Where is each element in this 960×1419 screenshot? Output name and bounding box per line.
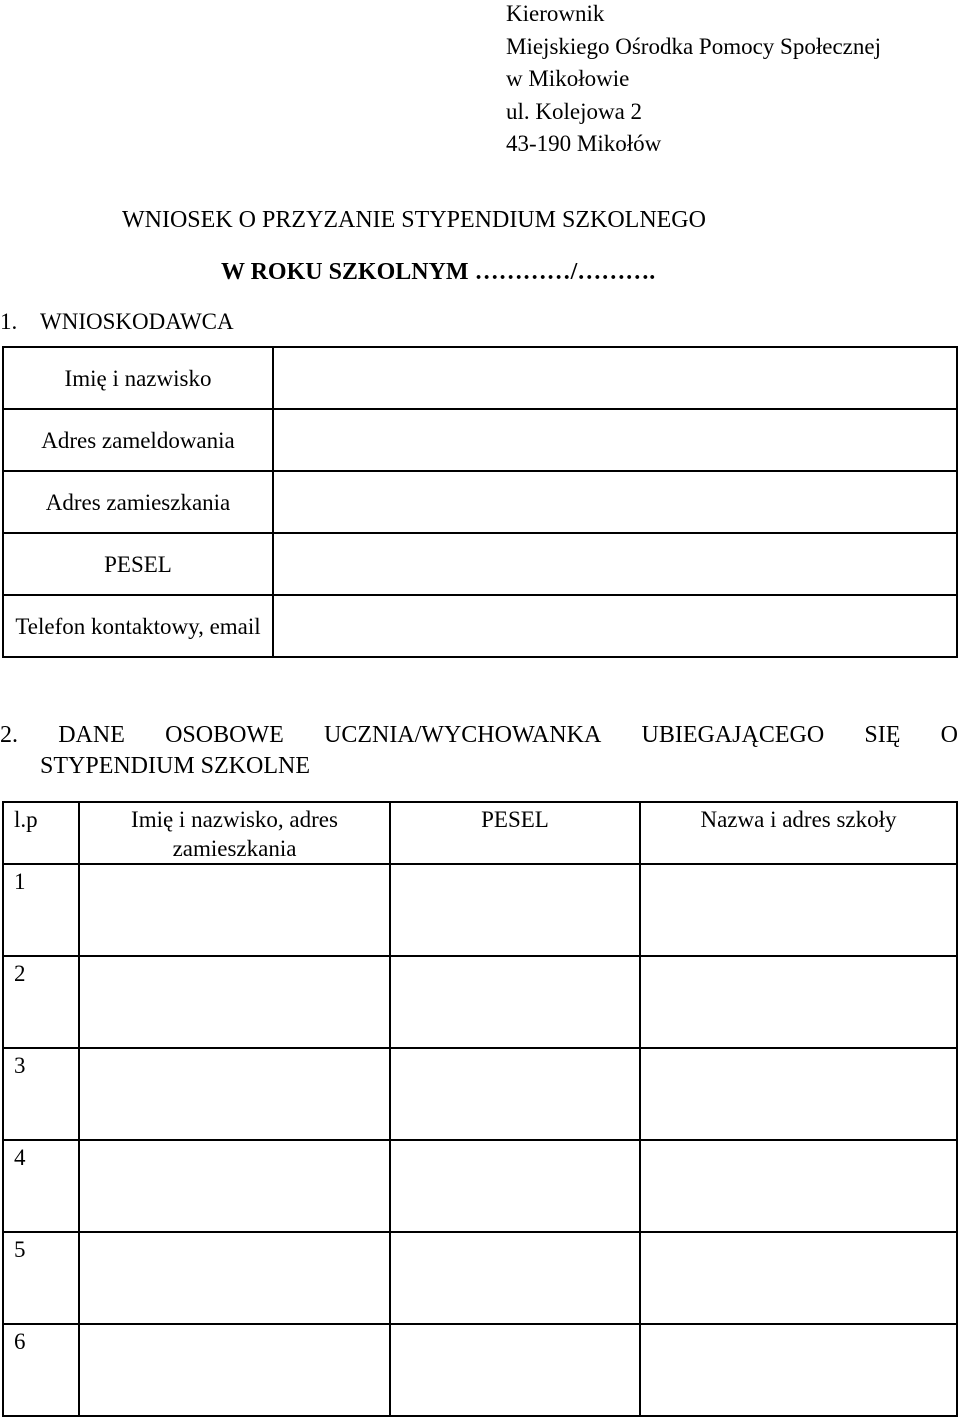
student-school-cell[interactable] — [640, 864, 957, 956]
applicant-field-label: Adres zamieszkania — [3, 471, 273, 533]
applicant-field-label: Adres zameldowania — [3, 409, 273, 471]
col-header-lp: l.p — [3, 802, 79, 864]
applicant-row — [3, 471, 957, 533]
recipient-line: ul. Kolejowa 2 — [506, 98, 643, 124]
student-pesel-cell[interactable] — [390, 1048, 640, 1140]
col-header-school: Nazwa i adres szkoły — [640, 802, 957, 864]
student-row — [3, 1232, 957, 1324]
students-header-row — [3, 802, 957, 864]
col-header-pesel: PESEL — [390, 802, 640, 864]
section2-heading-line2: STYPENDIUM SZKOLNE — [40, 753, 310, 779]
student-row — [3, 956, 957, 1048]
section2-word: UBIEGAJĄCEGO — [641, 722, 825, 748]
student-row — [3, 1048, 957, 1140]
contact-field[interactable] — [273, 595, 957, 657]
section2-heading-line1 — [0, 720, 958, 751]
applicant-field-label: PESEL — [3, 533, 273, 595]
student-name-cell[interactable] — [79, 1232, 390, 1324]
student-row — [3, 864, 957, 956]
section2-word: 2. — [0, 722, 18, 748]
student-name-cell[interactable] — [79, 956, 390, 1048]
school-year-line: W ROKU SZKOLNYM …………/………. — [221, 259, 656, 285]
row-number: 3 — [3, 1048, 79, 1140]
applicant-field-label: Imię i nazwisko — [3, 347, 273, 409]
student-school-cell[interactable] — [640, 956, 957, 1048]
student-pesel-cell[interactable] — [390, 1324, 640, 1416]
section1-heading — [0, 309, 234, 335]
section2-word: UCZNIA/WYCHOWANKA — [323, 722, 602, 748]
recipient-line: Kierownik — [506, 1, 605, 26]
row-number: 4 — [3, 1140, 79, 1232]
section2-word: SIĘ — [864, 722, 901, 748]
student-school-cell[interactable] — [640, 1324, 957, 1416]
applicant-field-label: Telefon kontaktowy, email — [3, 595, 273, 657]
student-school-cell[interactable] — [640, 1232, 957, 1324]
student-school-cell[interactable] — [640, 1140, 957, 1232]
recipient-line: Miejskiego Ośrodka Pomocy Społecznej — [506, 33, 881, 59]
section2-word: OSOBOWE — [165, 722, 284, 748]
student-pesel-cell[interactable] — [390, 1140, 640, 1232]
pesel-field[interactable] — [273, 533, 957, 595]
applicant-row — [3, 533, 957, 595]
student-row — [3, 1324, 957, 1416]
form-title: WNIOSEK O PRZYZANIE STYPENDIUM SZKOLNEGO — [122, 207, 706, 233]
applicant-row — [3, 347, 957, 409]
applicant-table — [2, 346, 958, 658]
student-school-cell[interactable] — [640, 1048, 957, 1140]
student-name-cell[interactable] — [79, 864, 390, 956]
col-header-name: Imię i nazwisko, adres zamieszkania — [79, 802, 390, 864]
row-number: 5 — [3, 1232, 79, 1324]
section2-word: DANE — [58, 722, 125, 748]
recipient-line: w Mikołowie — [506, 66, 630, 91]
student-row — [3, 1140, 957, 1232]
section1-number: 1. — [0, 309, 18, 334]
section2-heading — [0, 720, 958, 782]
applicant-name-field[interactable] — [273, 347, 957, 409]
students-table — [2, 801, 958, 1417]
residence-address-field[interactable] — [273, 471, 957, 533]
registered-address-field[interactable] — [273, 409, 957, 471]
student-pesel-cell[interactable] — [390, 956, 640, 1048]
student-name-cell[interactable] — [79, 1324, 390, 1416]
recipient-line: 43-190 Mikołów — [506, 131, 662, 156]
section2-word: O — [940, 722, 958, 748]
section1-title: WNIOSKODAWCA — [40, 309, 234, 334]
row-number: 6 — [3, 1324, 79, 1416]
row-number: 1 — [3, 864, 79, 956]
recipient-address — [506, 0, 881, 161]
applicant-row — [3, 595, 957, 657]
student-name-cell[interactable] — [79, 1048, 390, 1140]
applicant-row — [3, 409, 957, 471]
student-name-cell[interactable] — [79, 1140, 390, 1232]
row-number: 2 — [3, 956, 79, 1048]
student-pesel-cell[interactable] — [390, 1232, 640, 1324]
student-pesel-cell[interactable] — [390, 864, 640, 956]
